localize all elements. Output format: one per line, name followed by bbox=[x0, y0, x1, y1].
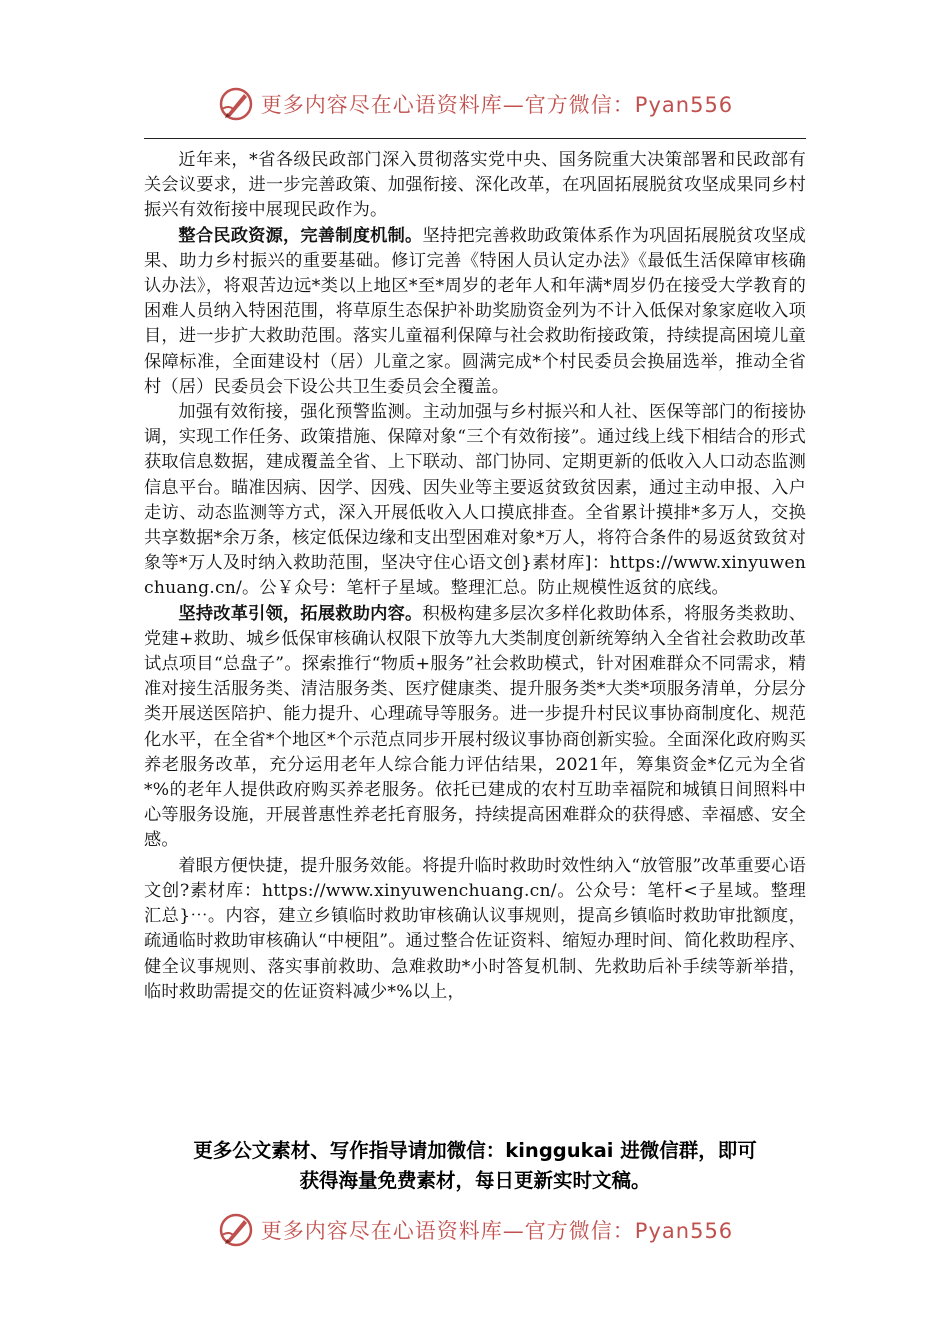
paragraph-efficiency bbox=[144, 854, 806, 1005]
document-body bbox=[144, 148, 806, 1005]
paragraph-text: 着眼方便快捷，提升服务效能。将提升临时救助时效性纳入“放管服”改革重要心语文创?素材库：https://www.xinyuwenchuang.cn/。公众号：笔杆<子星域。整理汇总}⋯。内容，建立乡镇临时救助审核确认议事规则，提高乡镇临时救助审批额度，疏通临时救助审核确认“中梗阻”。通过整合佐证资料、缩短办理时间、简化救助程序、健全议事规则、落实事前救助、急难救助*小时答复机制、先救助后补手续等新举措，临时救助需提交的佐证资料减少*%以上， bbox=[144, 855, 806, 1002]
paragraph-text: 近年来，*省各级民政部门深入贯彻落实党中央、国务院重大决策部署和民政部有关会议要求，进一步完善政策、加强衔接、深化改革，在巩固拓展脱贫攻坚成果同乡村振兴有效衔接中展现民政作为。 bbox=[144, 150, 806, 221]
promo-notice bbox=[144, 1136, 806, 1196]
header-banner bbox=[0, 82, 950, 126]
header-banner-text: 更多内容尽在心语资料库—官方微信：Pyan556 bbox=[260, 93, 734, 117]
paragraph-text: 积极构建多层次多样化救助体系，将服务类救助、党建+救助、城乡低保审核确认权限下放等九大类制度创新统筹纳入全省社会救助改革试点项目“总盘子”。探索推行“物质+服务”社会救助模式，针对困难群众不同需求，精准对接生活服务类、清洁服务类、医疗健康类、提升服务类*大类*项服务清单，分层分类开展送医陪护、能力提升、心理疏导等服务。进一步提升村民议事协商制度化、规范化水平，在全省*个地区*个示范点同步开展村级议事协商创新实验。全面深化政府购买养老服务改革，充分运用老年人综合能力评估结果，2021年，筹集资金*亿元为全省*%的老年人提供政府购买养老服务。依托已建成的农村互助幸福院和城镇日间照料中心等服务设施，开展普惠性养老托育服务，持续提高困难群众的获得感、幸福感、安全感。 bbox=[144, 603, 806, 851]
paragraph-heading: 坚持改革引领，拓展救助内容。 bbox=[178, 603, 423, 624]
paragraph-heading: 整合民政资源，完善制度机制。 bbox=[178, 225, 423, 246]
promo-line-2: 获得海量免费素材，每日更新实时文稿。 bbox=[299, 1169, 651, 1192]
paragraph-reform bbox=[144, 602, 806, 854]
paragraph-monitoring bbox=[144, 400, 806, 602]
promo-line-1: 更多公文素材、写作指导请加微信：kinggukai 进微信群，即可 bbox=[193, 1139, 757, 1162]
paragraph-resources bbox=[144, 224, 806, 400]
pen-logo-icon bbox=[217, 85, 255, 123]
paragraph-text: 坚持把完善救助政策体系作为巩固拓展脱贫攻坚成果、助力乡村振兴的重要基础。修订完善《特困人员认定办法》《最低生活保障审核确认办法》，将艰苦边远*类以上地区*至*周岁的老年人和年满*周岁仍在接受大学教育的困难人员纳入特困范围，将草原生态保护补助奖励资金列为不计入低保对象家庭收入项目，进一步扩大救助范围。落实儿童福利保障与社会救助衔接政策，持续提高困境儿童保障标准，全面建设村（居）儿童之家。圆满完成*个村民委员会换届选举，推动全省村（居）民委员会下设公共卫生委员会全覆盖。 bbox=[144, 225, 806, 397]
footer-banner-text: 更多内容尽在心语资料库—官方微信：Pyan556 bbox=[260, 1219, 734, 1243]
footer-banner bbox=[0, 1208, 950, 1252]
header-divider bbox=[144, 138, 806, 139]
pen-logo-icon bbox=[217, 1211, 255, 1249]
paragraph-text: 加强有效衔接，强化预警监测。主动加强与乡村振兴和人社、医保等部门的衔接协调，实现工作任务、政策措施、保障对象“三个有效衔接”。通过线上线下相结合的形式获取信息数据，建成覆盖全省、上下联动、部门协同、定期更新的低收入人口动态监测信息平台。瞄准因病、因学、因残、因失业等主要返贫致贫因素，通过主动申报、入户走访、动态监测等方式，深入开展低收入人口摸底排查。全省累计摸排*多万人，交换共享数据*余万条，核定低保边缘和支出型困难对象*万人，将符合条件的易返贫致贫对象等*万人及时纳入救助范围，坚决守住心语文创}素材库]：https://www.xinyuwenchuang.cn/。公￥众号：笔杆子星域。整理汇总。防止规模性返贫的底线。 bbox=[144, 402, 806, 599]
paragraph-intro bbox=[144, 148, 806, 224]
